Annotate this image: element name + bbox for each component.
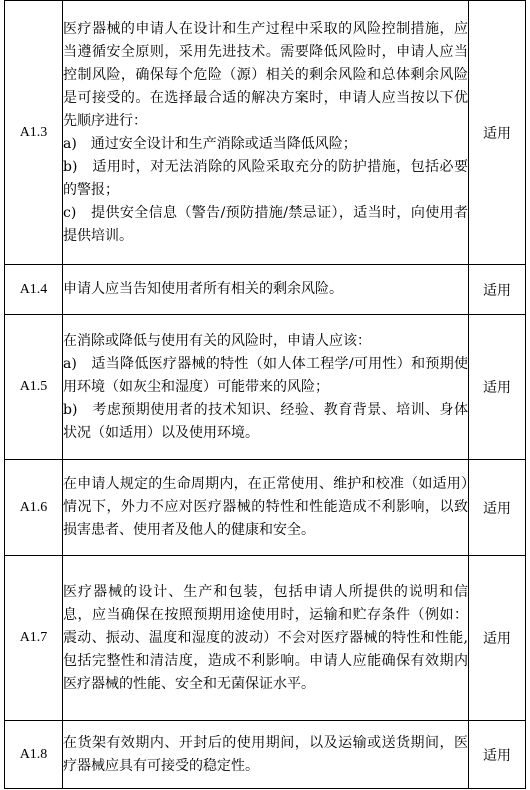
row-applicability: 适用	[469, 315, 526, 460]
table-row	[5, 1, 526, 265]
requirement-paragraph: b) 考虑预期使用者的技术知识、经验、教育背景、培训、身体状况（如适用）以及使用环境。	[63, 401, 468, 441]
row-requirement-text	[63, 1, 469, 265]
row-requirement-text	[63, 556, 469, 721]
row-applicability: 适用	[469, 1, 526, 265]
table-row	[5, 721, 526, 789]
table-row	[5, 556, 526, 721]
row-requirement-text	[63, 265, 469, 315]
requirement-paragraph: 在申请人规定的生命周期内，在正常使用、维护和校准（如适用）情况下，外力不应对医疗器械的特性和性能造成不利影响，以致损害患者、使用者及他人的健康和安全。	[63, 476, 468, 538]
row-requirement-text	[63, 460, 469, 556]
requirement-paragraph: a) 通过安全设计和生产消除或适当降低风险；	[63, 135, 357, 152]
row-code: A1.5	[5, 315, 63, 460]
requirement-paragraph: 医疗器械的申请人在设计和生产过程中采取的风险控制措施，应当遵循安全原则，采用先进技术。需要降低风险时，申请人应当控制风险，确保每个危险（源）相关的剩余风险和总体剩余风险是可接受的。在选择最合适的解决方案时，申请人应当按以下优先顺序进行：	[63, 20, 468, 129]
requirement-paragraph: 在消除或降低与使用有关的风险时，申请人应该：	[63, 332, 371, 349]
row-applicability: 适用	[469, 265, 526, 315]
row-code: A1.8	[5, 721, 63, 789]
row-code: A1.4	[5, 265, 63, 315]
row-requirement-text	[63, 721, 469, 789]
requirement-paragraph: a) 适当降低医疗器械的特性（如人体工程学/可用性）和预期使用环境（如灰尘和湿度）可能带来的风险；	[63, 355, 468, 395]
table-row	[5, 265, 526, 315]
requirement-paragraph: 申请人应当告知使用者所有相关的剩余风险。	[63, 281, 343, 297]
requirements-table	[4, 0, 526, 789]
requirement-paragraph: b) 适用时，对无法消除的风险采取充分的防护措施，包括必要的警报；	[63, 158, 468, 198]
row-applicability: 适用	[469, 460, 526, 556]
row-applicability: 适用	[469, 721, 526, 789]
requirement-paragraph: 在货架有效期内、开封后的使用期间，以及运输或送货期间，医疗器械应具有可接受的稳定性。	[63, 734, 468, 774]
row-code: A1.6	[5, 460, 63, 556]
requirement-paragraph: c) 提供安全信息（警告/预防措施/禁忌证），适当时，向使用者提供培训。	[63, 204, 468, 244]
table-row	[5, 315, 526, 460]
row-applicability: 适用	[469, 556, 526, 721]
table-row	[5, 460, 526, 556]
row-requirement-text	[63, 315, 469, 460]
requirement-paragraph: 医疗器械的设计、生产和包装，包括申请人所提供的说明和信息，应当确保在按照预期用途使用时，运输和贮存条件（例如：震动、振动、温度和湿度的波动）不会对医疗器械的特性和性能,包括完整性和清洁度，造成不利影响。申请人应能确保有效期内医疗器械的性能、安全和无菌保证水平。	[63, 583, 468, 692]
row-code: A1.7	[5, 556, 63, 721]
row-code: A1.3	[5, 1, 63, 265]
